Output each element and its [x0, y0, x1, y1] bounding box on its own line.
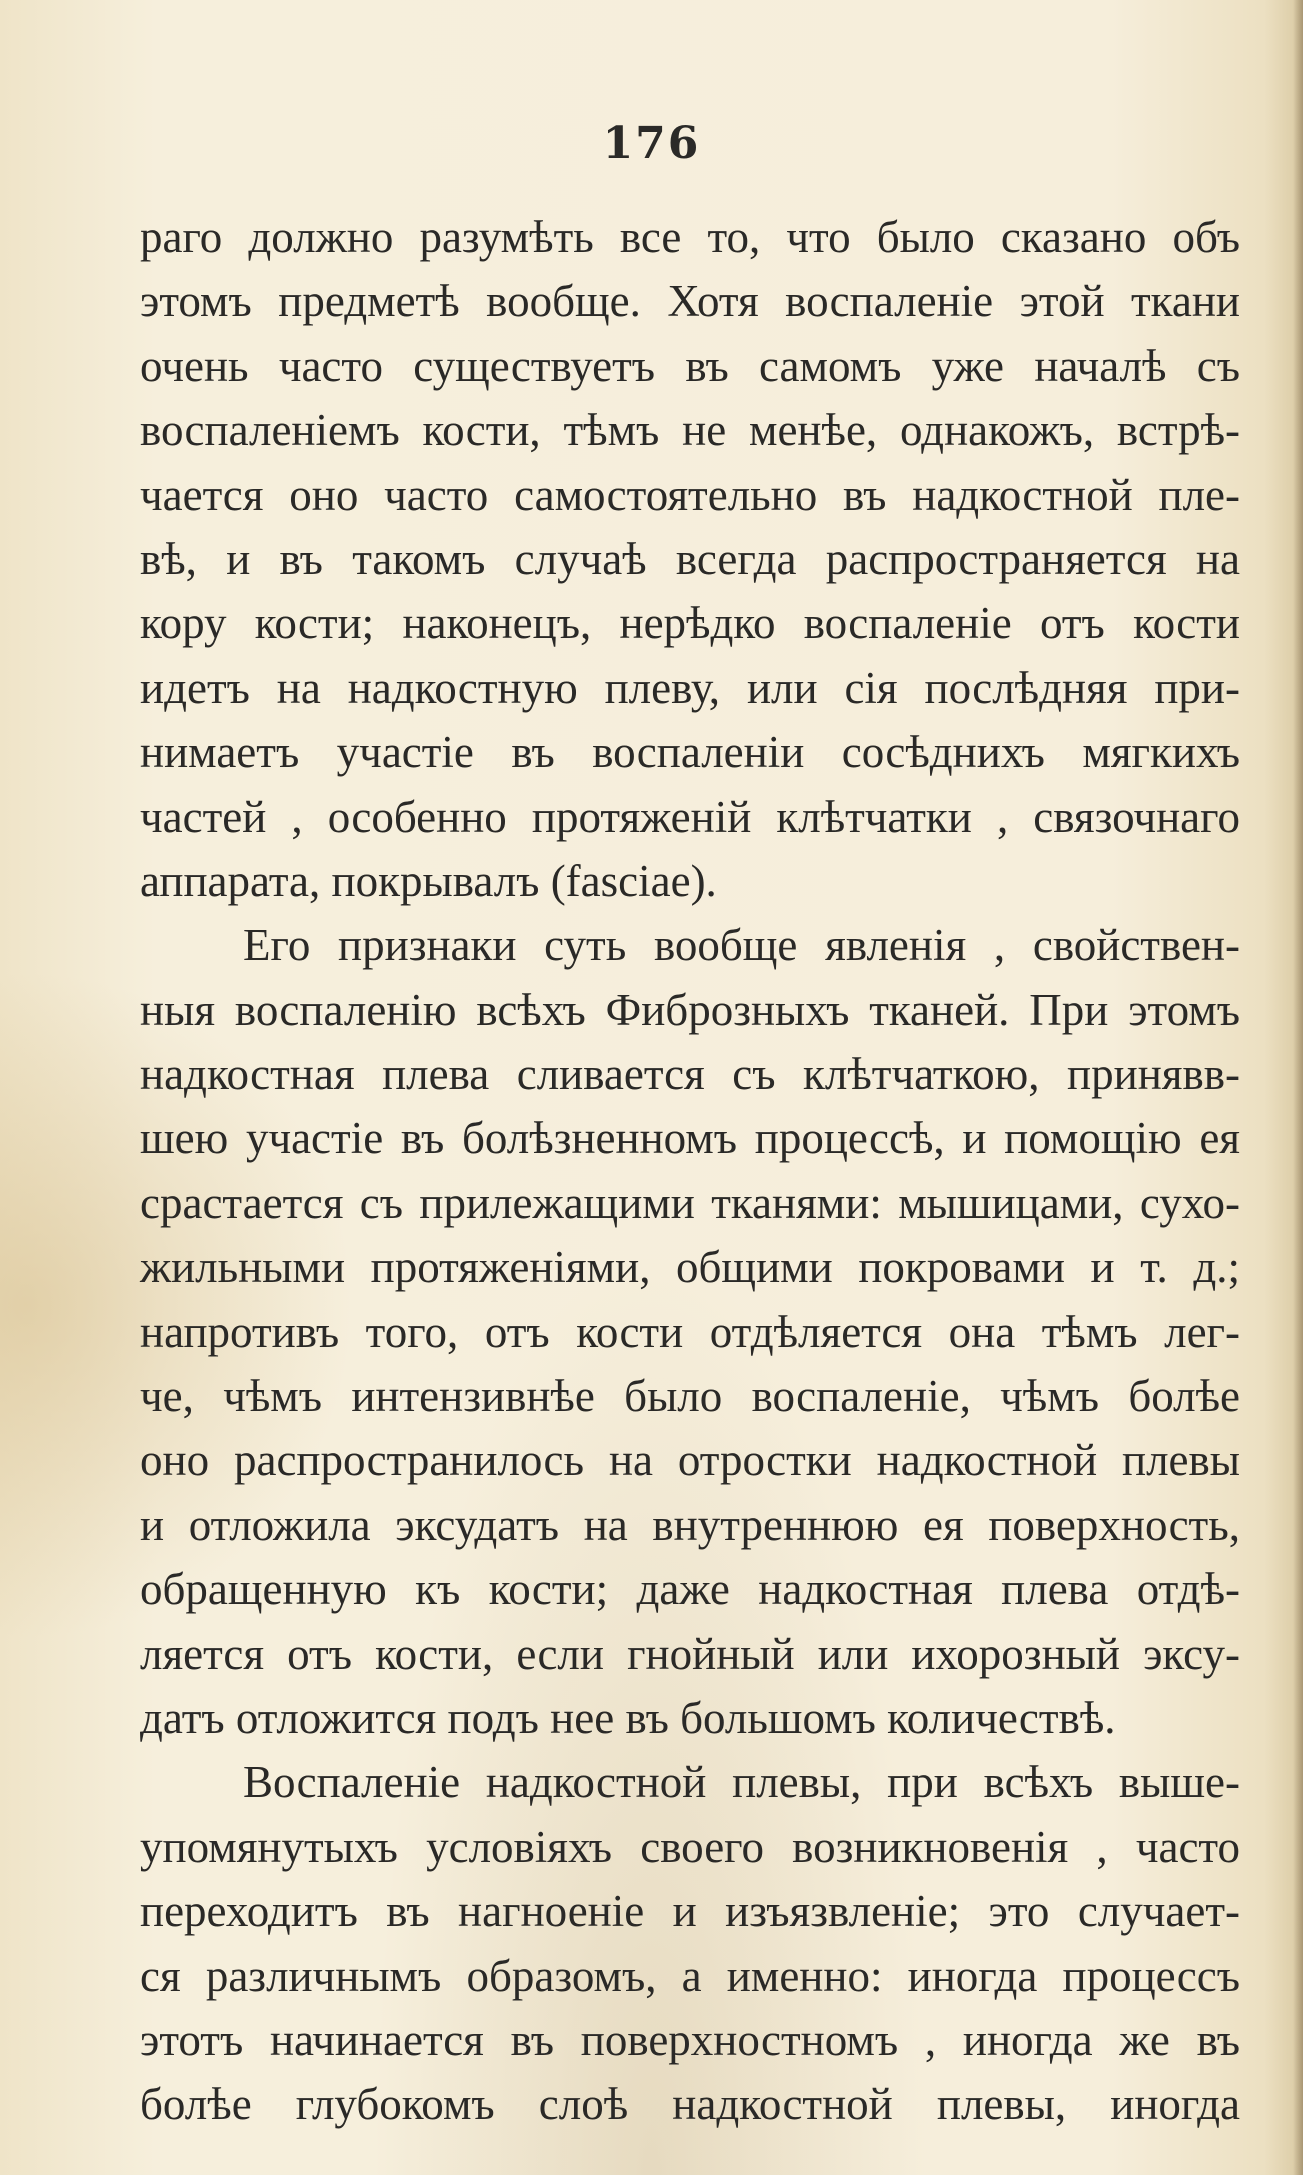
- text-line: че, чѣмъ интензивнѣе было воспаленіе, чѣмъ болѣе: [140, 1371, 1240, 1422]
- text-line: оно распространилось на отростки надкостной плевы: [140, 1435, 1240, 1486]
- text-line: ныя воспаленію всѣхъ Фиброзныхъ тканей. При этомъ: [140, 984, 1240, 1035]
- text-line: датъ отложится подъ нее въ большомъ количествѣ.: [140, 1692, 1116, 1743]
- text-line: вѣ, и въ такомъ случаѣ всегда распространяется на: [140, 533, 1240, 584]
- page-edge-shadow: [1293, 0, 1303, 2175]
- text-line: напротивъ того, отъ кости отдѣляется она тѣмъ лег-: [140, 1306, 1240, 1357]
- text-line: надкостная плева сливается съ клѣтчаткою, принявв-: [140, 1049, 1240, 1100]
- text-line: срастается съ прилежащими тканями: мышицами, сухо-: [140, 1177, 1240, 1228]
- text-line: частей , особенно протяженій клѣтчатки , связочнаго: [140, 791, 1240, 842]
- page-number: 176: [602, 118, 701, 169]
- text-line: аппарата, покрывалъ (fasciae).: [140, 855, 717, 906]
- text-line: кору кости; наконецъ, нерѣдко воспаленіе отъ кости: [140, 598, 1240, 649]
- text-line: воспаленіемъ кости, тѣмъ не менѣе, однакожъ, встрѣ-: [140, 405, 1240, 456]
- text-line: этомъ предметѣ вообще. Хотя воспаленіе этой ткани: [140, 276, 1240, 327]
- text-line: болѣе глубокомъ слоѣ надкостной плевы, иногда: [140, 2079, 1240, 2130]
- text-line: обращенную къ кости; даже надкостная плева отдѣ-: [140, 1564, 1240, 1615]
- body-text: [140, 205, 1240, 2137]
- text-line: идетъ на надкостную плеву, или сія послѣдняя при-: [140, 662, 1240, 713]
- text-line: жильными протяженіями, общими покровами и т. д.;: [140, 1242, 1240, 1293]
- text-line: очень часто существуетъ въ самомъ уже началѣ съ: [140, 340, 1240, 391]
- text-line: и отложила эксудатъ на внутреннюю ея поверхность,: [140, 1499, 1240, 1550]
- text-line: шею участіе въ болѣзненномъ процессѣ, и помощію ея: [140, 1113, 1240, 1164]
- text-line: Его признаки суть вообще явленія , свойствен-: [243, 920, 1240, 971]
- text-line: нимаетъ участіе въ воспаленіи сосѣднихъ мягкихъ: [140, 727, 1240, 778]
- text-line: Воспаленіе надкостной плевы, при всѣхъ выше-: [243, 1757, 1240, 1808]
- text-line: чается оно часто самостоятельно въ надкостной пле-: [140, 469, 1240, 520]
- text-line: раго должно разумѣть все то, что было сказано объ: [140, 212, 1240, 262]
- text-line: ляется отъ кости, если гнойный или ихорозный эксу-: [140, 1628, 1240, 1679]
- text-line: ся различнымъ образомъ, а именно: иногда процессъ: [140, 1950, 1240, 2001]
- text-line: этотъ начинается въ поверхностномъ , иногда же въ: [140, 2014, 1240, 2065]
- text-line: упомянутыхъ условіяхъ своего возникновенія , часто: [140, 1821, 1240, 1872]
- text-line: переходитъ въ нагноеніе и изъязвленіе; это случает-: [140, 1886, 1240, 1937]
